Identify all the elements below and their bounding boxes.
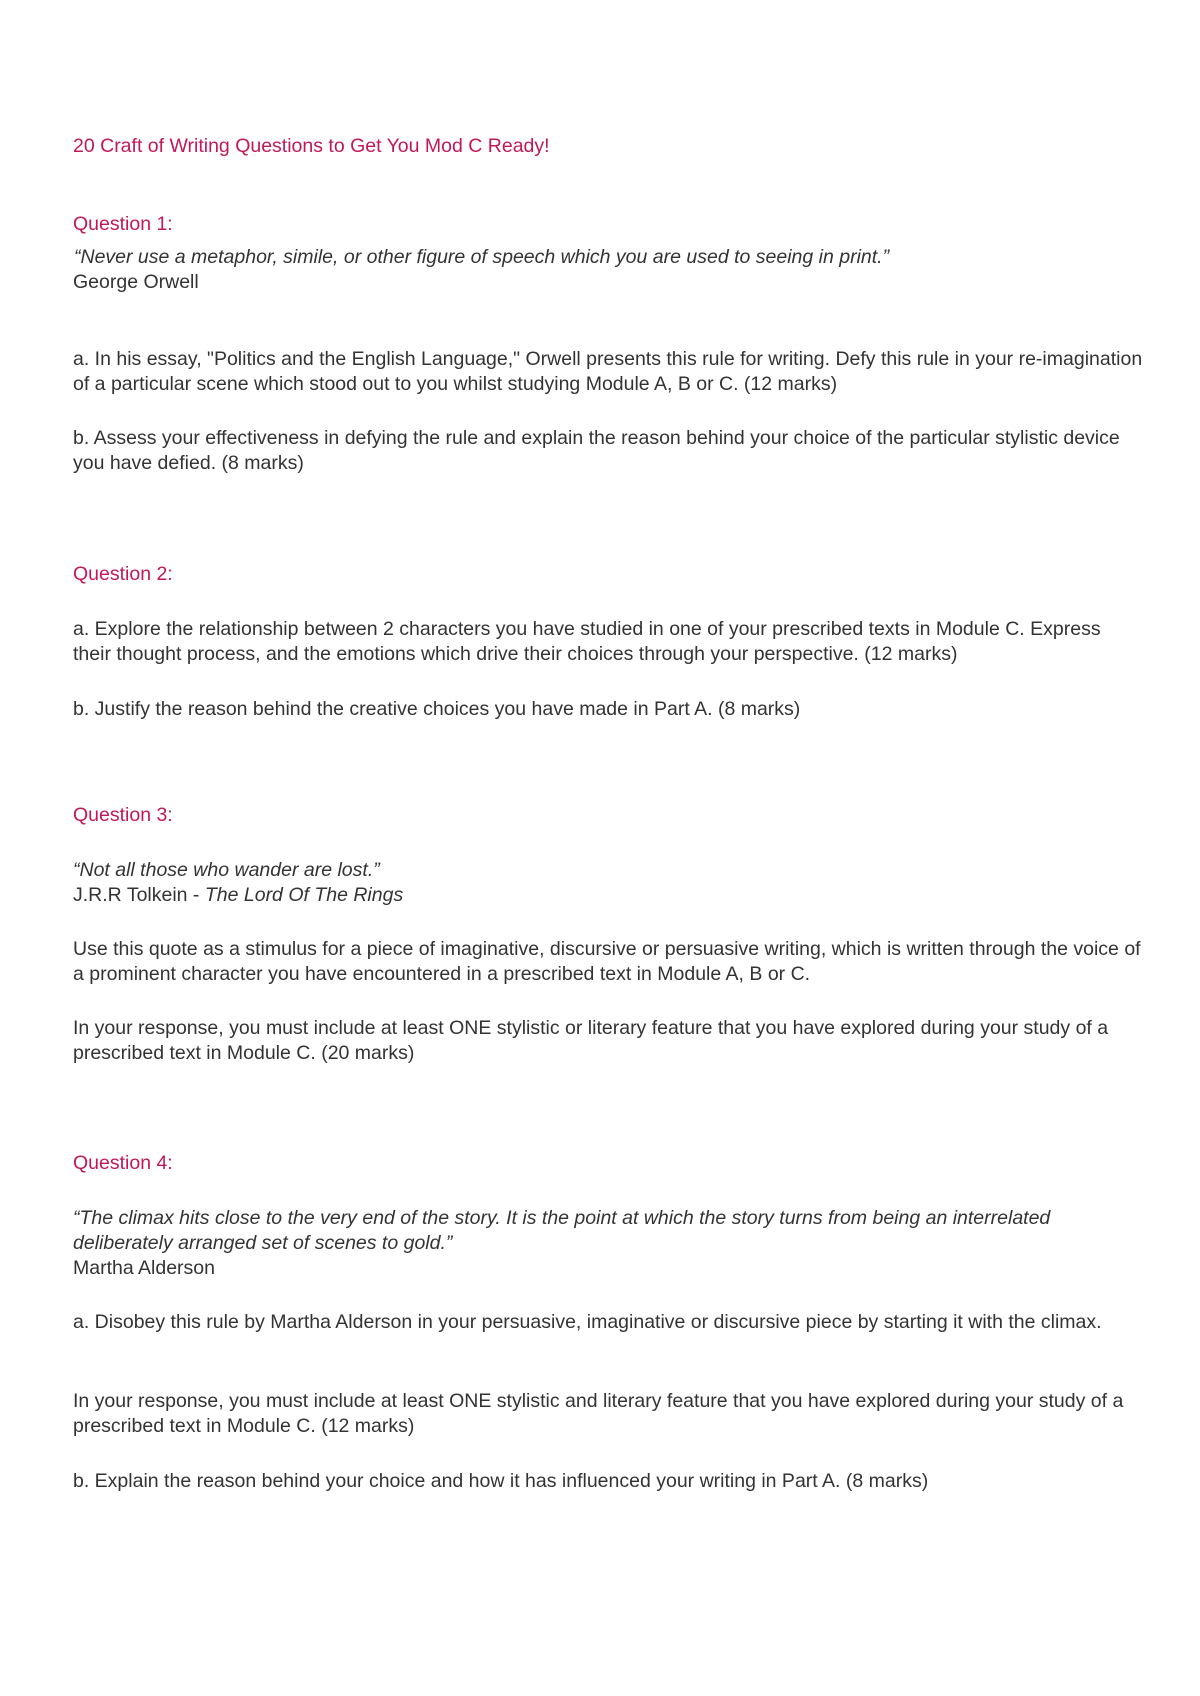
question-4-part-a: a. Disobey this rule by Martha Alderson in your persuasive, imaginative or discursive piece by starting it with the climax.	[73, 1311, 1102, 1333]
question-2-part-a: a. Explore the relationship between 2 characters you have studied in one of your prescribed texts in Module C. Express their thought process, and the emotions which drive their choices through your perspective. (12 marks)	[73, 618, 1101, 665]
question-1-author: George Orwell	[73, 271, 199, 293]
question-1-quote-block	[73, 245, 1143, 295]
question-3-quote: “Not all those who wander are lost.”	[73, 859, 380, 881]
question-4-requirements: In your response, you must include at least ONE stylistic and literary feature that you have explored during your study of a prescribed text in Module C. (12 marks)	[73, 1390, 1124, 1437]
question-4-part-b: b. Explain the reason behind your choice and how it has influenced your writing in Part A. (8 marks)	[73, 1470, 929, 1492]
question-3-requirements: In your response, you must include at least ONE stylistic or literary feature that you have explored during your study of a prescribed text in Module C. (20 marks)	[73, 1017, 1109, 1064]
question-3-attribution	[73, 883, 1143, 908]
question-3-instructions: Use this quote as a stimulus for a piece of imaginative, discursive or persuasive writing, which is written through the voice of a prominent character you have encountered in a prescribed text in Module A, B or C.	[73, 938, 1141, 985]
question-1-part-a: a. In his essay, "Politics and the English Language," Orwell presents this rule for writing. Defy this rule in your re-imagination of a particular scene which stood out to you whilst studying Module A, B or C. (12 marks)	[73, 348, 1143, 395]
question-3-work-title: The Lord Of The Rings	[204, 884, 404, 906]
question-1-quote: “Never use a metaphor, simile, or other figure of speech which you are used to seeing in print.”	[74, 246, 890, 268]
question-3-quote-block	[73, 858, 1143, 908]
question-2-part-b: b. Justify the reason behind the creative choices you have made in Part A. (8 marks)	[73, 698, 801, 720]
question-1-heading: Question 1:	[73, 213, 173, 235]
question-1-part-b: b. Assess your effectiveness in defying the rule and explain the reason behind your choice of the particular stylistic device you have defied. (8 marks)	[73, 427, 1120, 474]
question-3-author: J.R.R Tolkein -	[73, 884, 205, 906]
question-4-heading: Question 4:	[73, 1152, 173, 1174]
document-title: 20 Craft of Writing Questions to Get You Mod C Ready!	[73, 135, 550, 157]
question-4-quote: “The climax hits close to the very end of the story. It is the point at which the story turns from being an interrelated deliberately arranged set of scenes to gold.”	[73, 1207, 1051, 1254]
question-4-author: Martha Alderson	[73, 1257, 215, 1279]
question-3-heading: Question 3:	[73, 804, 173, 826]
question-2-heading: Question 2:	[73, 563, 173, 585]
question-4-quote-block	[73, 1206, 1143, 1281]
